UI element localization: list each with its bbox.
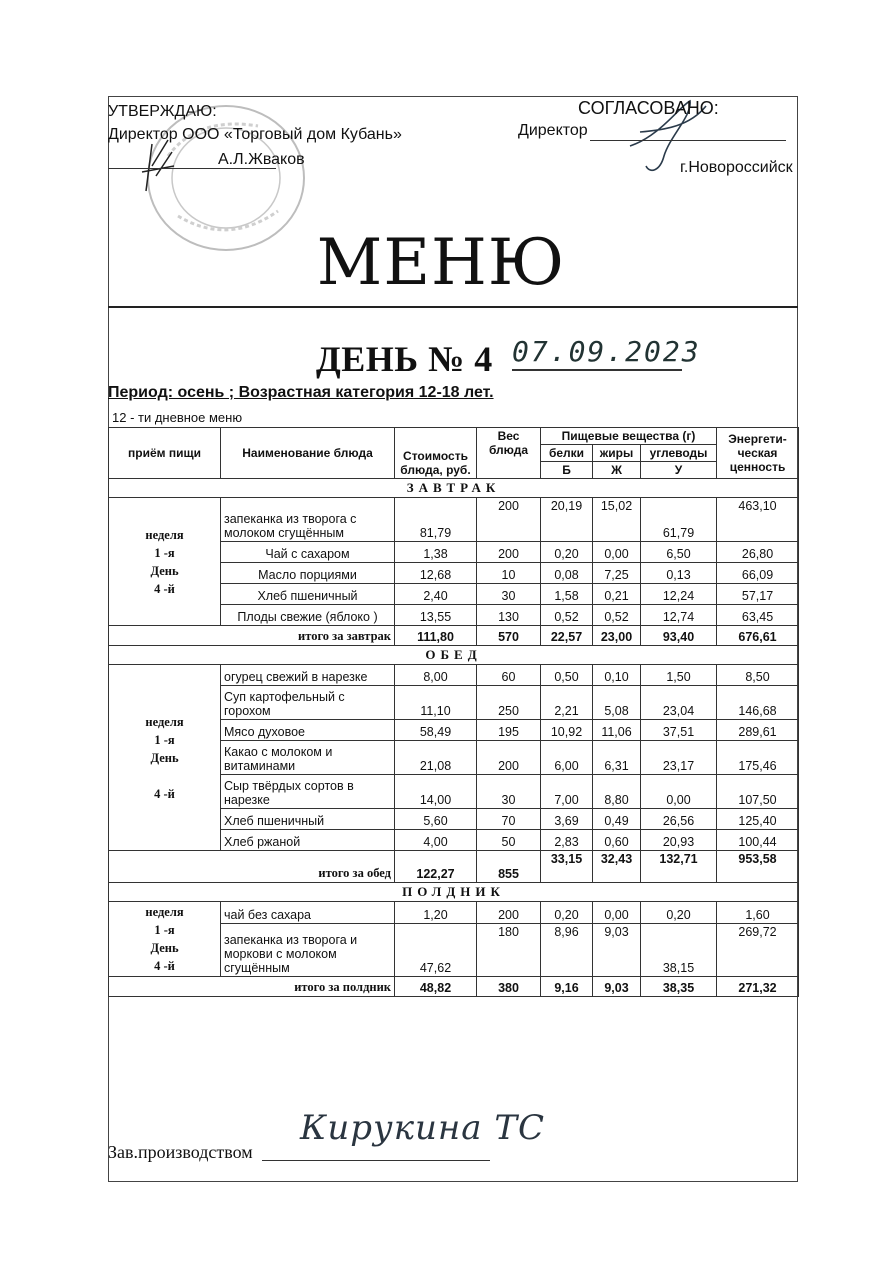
total-cost: 111,80: [395, 626, 477, 646]
energy-value: 100,44: [717, 830, 799, 851]
energy-value: 57,17: [717, 584, 799, 605]
production-head-label: Зав.производством: [108, 1142, 253, 1162]
fat-value: 0,10: [593, 665, 641, 686]
day-line: 1 -я: [154, 545, 175, 560]
protein-value: 0,08: [541, 563, 593, 584]
dish-cost: 81,79: [395, 498, 477, 542]
day-line: День: [150, 563, 179, 578]
production-signature-line: [262, 1160, 490, 1161]
energy-value: 107,50: [717, 775, 799, 809]
dish-name: Хлеб пшеничный: [221, 809, 395, 830]
protein-value: 0,50: [541, 665, 593, 686]
header-dish: Наименование блюда: [221, 428, 395, 479]
carbs-value: 0,00: [641, 775, 717, 809]
carbs-value: 37,51: [641, 720, 717, 741]
header-p-short: Б: [541, 462, 593, 479]
dish-name: огурец свежий в нарезке: [221, 665, 395, 686]
protein-value: 20,19: [541, 498, 593, 542]
dish-cost: 21,08: [395, 741, 477, 775]
breakfast-section: [109, 479, 799, 646]
header-cost: Стоимость блюда, руб.: [395, 428, 477, 479]
dish-cost: 8,00: [395, 665, 477, 686]
header-f-short: Ж: [593, 462, 641, 479]
day-line: 4 -й: [154, 786, 175, 801]
dish-cost: 12,68: [395, 563, 477, 584]
day-line: [112, 767, 217, 785]
dish-weight: 70: [477, 809, 541, 830]
header-fat: жиры: [593, 445, 641, 462]
page-title: МЕНЮ: [316, 226, 566, 300]
protein-value: 3,69: [541, 809, 593, 830]
dish-weight: 200: [477, 498, 541, 542]
header-energy: Энергети-ческая ценность: [717, 428, 799, 479]
energy-value: 175,46: [717, 741, 799, 775]
dish-cost: 4,00: [395, 830, 477, 851]
fat-value: 0,49: [593, 809, 641, 830]
fat-value: 5,08: [593, 686, 641, 720]
total-protein: 22,57: [541, 626, 593, 646]
total-fat: 23,00: [593, 626, 641, 646]
energy-value: 63,45: [717, 605, 799, 626]
day-label: ДЕНЬ № 4: [316, 339, 493, 379]
energy-value: 125,40: [717, 809, 799, 830]
protein-value: 0,20: [541, 542, 593, 563]
section-title: ОБЕД: [109, 646, 799, 665]
dish-weight: 30: [477, 775, 541, 809]
carbs-value: 6,50: [641, 542, 717, 563]
header-nutrients: Пищевые вещества (г): [541, 428, 717, 445]
dish-weight: 30: [477, 584, 541, 605]
lunch-section-header: [109, 646, 799, 665]
menu-note: 12 - ти дневное меню: [112, 410, 243, 425]
total-label: итого за завтрак: [109, 626, 395, 646]
carbs-value: 61,79: [641, 498, 717, 542]
agree-city: г.Новороссийск: [680, 159, 793, 176]
header-carbs: углеводы: [641, 445, 717, 462]
energy-value: 66,09: [717, 563, 799, 584]
dish-name: запеканка из творога с молоком сгущённым: [221, 498, 395, 542]
carbs-value: 1,50: [641, 665, 717, 686]
total-carbs: 38,35: [641, 977, 717, 997]
header-weight: Вес блюда: [477, 428, 541, 479]
day-cell: [109, 902, 221, 977]
protein-value: 7,00: [541, 775, 593, 809]
carbs-value: 20,93: [641, 830, 717, 851]
snack-section-header: [109, 883, 799, 902]
handwritten-date: 07.09.2023: [512, 335, 682, 371]
protein-value: 0,52: [541, 605, 593, 626]
header-protein: белки: [541, 445, 593, 462]
day-cell: [109, 665, 221, 851]
energy-value: 8,50: [717, 665, 799, 686]
director-signature: [138, 136, 178, 196]
protein-value: 1,58: [541, 584, 593, 605]
total-cost: 48,82: [395, 977, 477, 997]
dish-weight: 195: [477, 720, 541, 741]
day-cell: [109, 498, 221, 626]
day-line: 4 -й: [154, 959, 175, 973]
carbs-value: 23,04: [641, 686, 717, 720]
carbs-value: 26,56: [641, 809, 717, 830]
total-energy: 676,61: [717, 626, 799, 646]
dish-cost: 11,10: [395, 686, 477, 720]
total-cost: 122,27: [395, 851, 477, 883]
dish-cost: 58,49: [395, 720, 477, 741]
protein-value: 8,96: [541, 923, 593, 976]
fat-value: 7,25: [593, 563, 641, 584]
dish-weight: 60: [477, 665, 541, 686]
energy-value: 26,80: [717, 542, 799, 563]
fat-value: 9,03: [593, 923, 641, 976]
lunch-total-row: [109, 851, 799, 883]
carbs-value: 12,74: [641, 605, 717, 626]
dish-weight: 50: [477, 830, 541, 851]
total-fat: 9,03: [593, 977, 641, 997]
dish-name: Чай с сахаром: [221, 542, 395, 563]
dish-name: чай без сахара: [221, 902, 395, 924]
dish-name: Хлеб ржаной: [221, 830, 395, 851]
total-energy: 271,32: [717, 977, 799, 997]
total-weight: 855: [477, 851, 541, 883]
day-line: День: [150, 750, 179, 765]
dish-name: Хлеб пшеничный: [221, 584, 395, 605]
agree-title: СОГЛАСОВАНО:: [578, 98, 719, 118]
fat-value: 6,31: [593, 741, 641, 775]
approve-role: Директор ООО «Торговый дом Кубань»: [108, 126, 402, 143]
dish-weight: 200: [477, 741, 541, 775]
snack-section: [109, 883, 799, 997]
dish-cost: 2,40: [395, 584, 477, 605]
total-label: итого за полдник: [109, 977, 395, 997]
section-title: ПОЛДНИК: [109, 883, 799, 902]
total-label: итого за обед: [109, 851, 395, 883]
carbs-value: 23,17: [641, 741, 717, 775]
day-line: неделя: [145, 714, 184, 729]
energy-value: 1,60: [717, 902, 799, 924]
dish-weight: 10: [477, 563, 541, 584]
header-meal: приём пищи: [109, 428, 221, 479]
dish-weight: 250: [477, 686, 541, 720]
dish-cost: 47,62: [395, 923, 477, 976]
table-row: [109, 665, 799, 686]
protein-value: 2,21: [541, 686, 593, 720]
day-line: неделя: [145, 905, 184, 919]
dish-weight: 200: [477, 902, 541, 924]
energy-value: 289,61: [717, 720, 799, 741]
total-fat: 32,43: [593, 851, 641, 883]
table-row: [109, 498, 799, 542]
dish-cost: 1,20: [395, 902, 477, 924]
fat-value: 0,00: [593, 542, 641, 563]
section-title: ЗАВТРАК: [109, 479, 799, 498]
dish-cost: 1,38: [395, 542, 477, 563]
approve-signature-line: [108, 168, 276, 169]
protein-value: 6,00: [541, 741, 593, 775]
fat-value: 0,60: [593, 830, 641, 851]
header-c-short: У: [641, 462, 717, 479]
dish-weight: 130: [477, 605, 541, 626]
total-protein: 9,16: [541, 977, 593, 997]
carbs-value: 38,15: [641, 923, 717, 976]
energy-value: 269,72: [717, 923, 799, 976]
dish-name: Плоды свежие (яблоко ): [221, 605, 395, 626]
energy-value: 463,10: [717, 498, 799, 542]
fat-value: 0,00: [593, 902, 641, 924]
fat-value: 15,02: [593, 498, 641, 542]
carbs-value: 0,20: [641, 902, 717, 924]
total-weight: 380: [477, 977, 541, 997]
total-carbs: 93,40: [641, 626, 717, 646]
energy-value: 146,68: [717, 686, 799, 720]
fat-value: 0,52: [593, 605, 641, 626]
breakfast-total-row: [109, 626, 799, 646]
dish-cost: 5,60: [395, 809, 477, 830]
fat-value: 0,21: [593, 584, 641, 605]
approve-name: А.Л.Жваков: [218, 151, 305, 168]
table-row: [109, 902, 799, 924]
day-line: 1 -я: [154, 923, 175, 937]
dish-cost: 13,55: [395, 605, 477, 626]
approve-title: УТВЕРЖДАЮ:: [108, 103, 217, 120]
dish-name: Масло порциями: [221, 563, 395, 584]
agree-role: Директор: [518, 122, 588, 139]
day-line: 4 -й: [154, 581, 175, 596]
dish-name: запеканка из творога и моркови с молоком сгущённым: [221, 923, 395, 976]
fat-value: 8,80: [593, 775, 641, 809]
production-head-signature: Кирукина ТС: [300, 1108, 546, 1148]
period-line: Период: осень ; Возрастная категория 12-18 лет.: [108, 384, 494, 401]
day-line: День: [150, 941, 179, 955]
total-weight: 570: [477, 626, 541, 646]
menu-table: [108, 427, 799, 997]
fat-value: 11,06: [593, 720, 641, 741]
title-divider: [108, 306, 798, 308]
protein-value: 2,83: [541, 830, 593, 851]
lunch-section: [109, 646, 799, 883]
breakfast-section-header: [109, 479, 799, 498]
carbs-value: 12,24: [641, 584, 717, 605]
protein-value: 0,20: [541, 902, 593, 924]
dish-name: Сыр твёрдых сортов в нарезке: [221, 775, 395, 809]
total-energy: 953,58: [717, 851, 799, 883]
carbs-value: 0,13: [641, 563, 717, 584]
total-protein: 33,15: [541, 851, 593, 883]
day-line: 1 -я: [154, 732, 175, 747]
dish-cost: 14,00: [395, 775, 477, 809]
dish-weight: 200: [477, 542, 541, 563]
dish-name: Мясо духовое: [221, 720, 395, 741]
day-line: неделя: [145, 527, 184, 542]
dish-name: Суп картофельный с горохом: [221, 686, 395, 720]
agree-signature-line: [590, 140, 786, 141]
snack-total-row: [109, 977, 799, 997]
dish-weight: 180: [477, 923, 541, 976]
dish-name: Какао с молоком и витаминами: [221, 741, 395, 775]
total-carbs: 132,71: [641, 851, 717, 883]
protein-value: 10,92: [541, 720, 593, 741]
